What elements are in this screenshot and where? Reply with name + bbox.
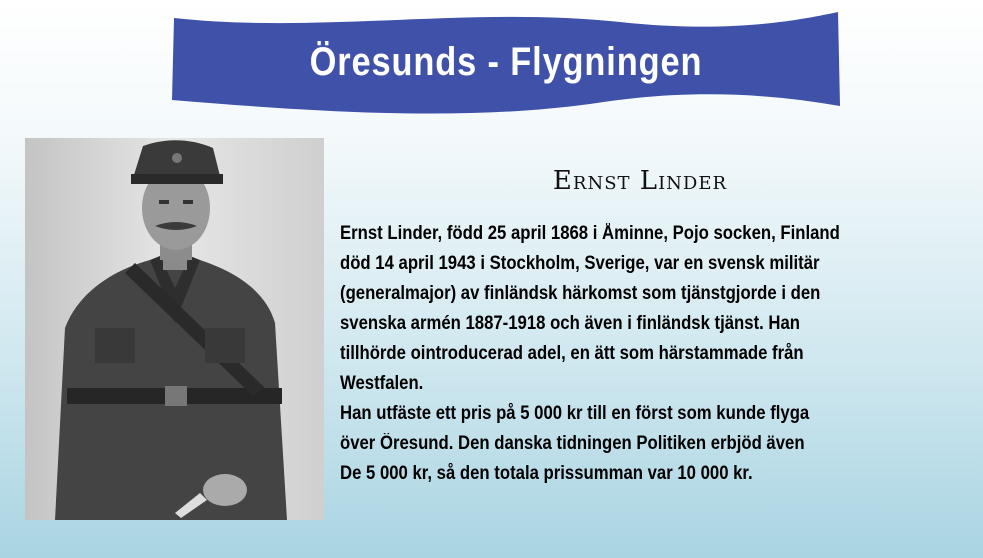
bio-line: Westfalen. <box>340 373 424 394</box>
bio-line: tillhörde ointroducerad adel, en ätt som härstammade från <box>340 343 804 364</box>
portrait-photo <box>25 138 324 520</box>
portrait-image <box>25 138 324 520</box>
title-banner <box>170 6 842 118</box>
bio-line: Ernst Linder, född 25 april 1868 i Åminne, Pojo socken, Finland <box>340 223 840 244</box>
bio-line: De 5 000 kr, så den totala prissumman var 10 000 kr. <box>340 463 753 484</box>
page-title: Öresunds - Flygningen <box>309 40 703 84</box>
subject-name: Ernst Linder <box>552 166 728 196</box>
bio-line: svenska armén 1887-1918 och även i finländsk tjänst. Han <box>340 313 801 334</box>
bio-line: över Öresund. Den danska tidningen Politiken erbjöd även <box>340 433 805 454</box>
bio-line: död 14 april 1943 i Stockholm, Sverige, var en svensk militär <box>340 253 820 274</box>
bio-line: (generalmajor) av finländsk härkomst som tjänstgjorde i den <box>340 283 821 304</box>
biography-text <box>340 219 952 489</box>
bio-line: Han utfäste ett pris på 5 000 kr till en först som kunde flyga <box>340 403 810 424</box>
